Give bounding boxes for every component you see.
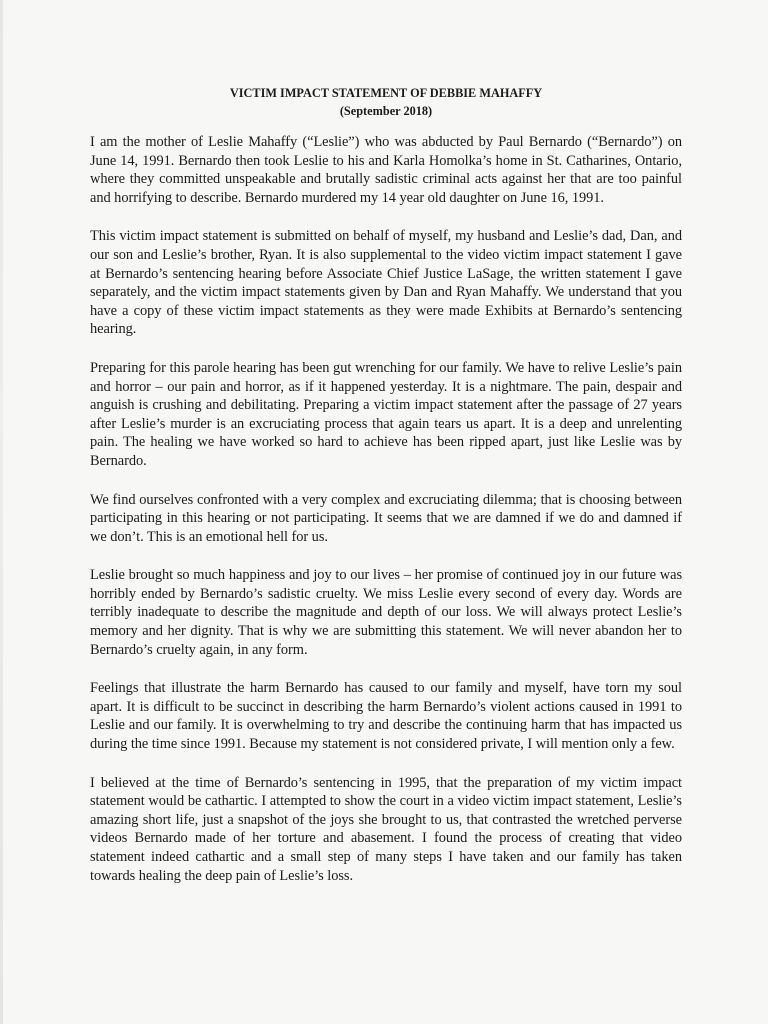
document-body bbox=[90, 84, 682, 905]
paragraph-6: Feelings that illustrate the harm Bernardo has caused to our family and myself, have torn my soul apart. It is difficult to be succinct in describing the harm Bernardo’s violent actions caused in 1991 to Leslie and our family. It is overwhelming to try and describe the continuing harm that has impacted us during the time since 1991. Because my statement is not considered private, I will mention only a few. bbox=[90, 680, 682, 753]
paragraph-5: Leslie brought so much happiness and joy to our lives – her promise of continued joy in our future was horribly ended by Bernardo’s sadistic cruelty. We miss Leslie every second of every day. Words are terribly inadequate to describe the magnitude and depth of our loss. We will always protect Leslie’s memory and her dignity. That is why we are submitting this statement. We will never abandon her to Bernardo’s cruelty again, in any form. bbox=[90, 567, 682, 658]
paragraph-1: I am the mother of Leslie Mahaffy (“Leslie”) who was abducted by Paul Bernardo (“Bernardo”) on June 14, 1991. Bernardo then took Leslie to his and Karla Homolka’s home in St. Catharines, Ontario, where they committed unspeakable and brutally sadistic criminal acts against her that are too painful and horrifying to describe. Bernardo murdered my 14 year old daughter on June 16, 1991. bbox=[90, 134, 682, 206]
document-date: (September 2018) bbox=[339, 104, 433, 118]
paragraph-7: I believed at the time of Bernardo’s sentencing in 1995, that the preparation of my victim impact statement would be cathartic. I attempted to show the court in a video victim impact statement, Leslie’s amazing short life, just a snapshot of the joys she brought to us, that contrasted the wretched perverse videos Bernardo made of her torture and abasement. I found the process of creating that video statement indeed cathartic and a small step of many steps I have taken and our family has taken towards healing the deep pain of Leslie’s loss. bbox=[90, 774, 682, 884]
paragraph-4: We find ourselves confronted with a very complex and excruciating dilemma; that is choosing between participating in this hearing or not participating. It seems that we are damned if we do and damned if we don’t. This is an emotional hell for us. bbox=[90, 491, 682, 545]
paragraph-3: Preparing for this parole hearing has been gut wrenching for our family. We have to relive Leslie’s pain and horror – our pain and horror, as if it happened yesterday. It is a nightmare. The pain, despair and anguish is crushing and debilitating. Preparing a victim impact statement after the passage of 27 years after Leslie’s murder is an excruciating process that again tears us apart. It is a deep and unrelenting pain. The healing we have worked so hard to achieve has been ripped apart, just like Leslie was by Bernardo. bbox=[90, 359, 682, 469]
paragraph-2: This victim impact statement is submitted on behalf of myself, my husband and Leslie’s dad, Dan, and our son and Leslie’s brother, Ryan. It is also supplemental to the video victim impact statement I gave at Bernardo’s sentencing hearing before Associate Chief Justice LaSage, the written statement I gave separately, and the victim impact statements given by Dan and Ryan Mahaffy. We understand that you have a copy of these victim impact statements as they were made Exhibits at Bernardo’s sentencing hearing. bbox=[90, 228, 682, 338]
document-title: VICTIM IMPACT STATEMENT OF DEBBIE MAHAFFY bbox=[229, 86, 543, 100]
scan-edge-shadow bbox=[0, 0, 3, 1024]
